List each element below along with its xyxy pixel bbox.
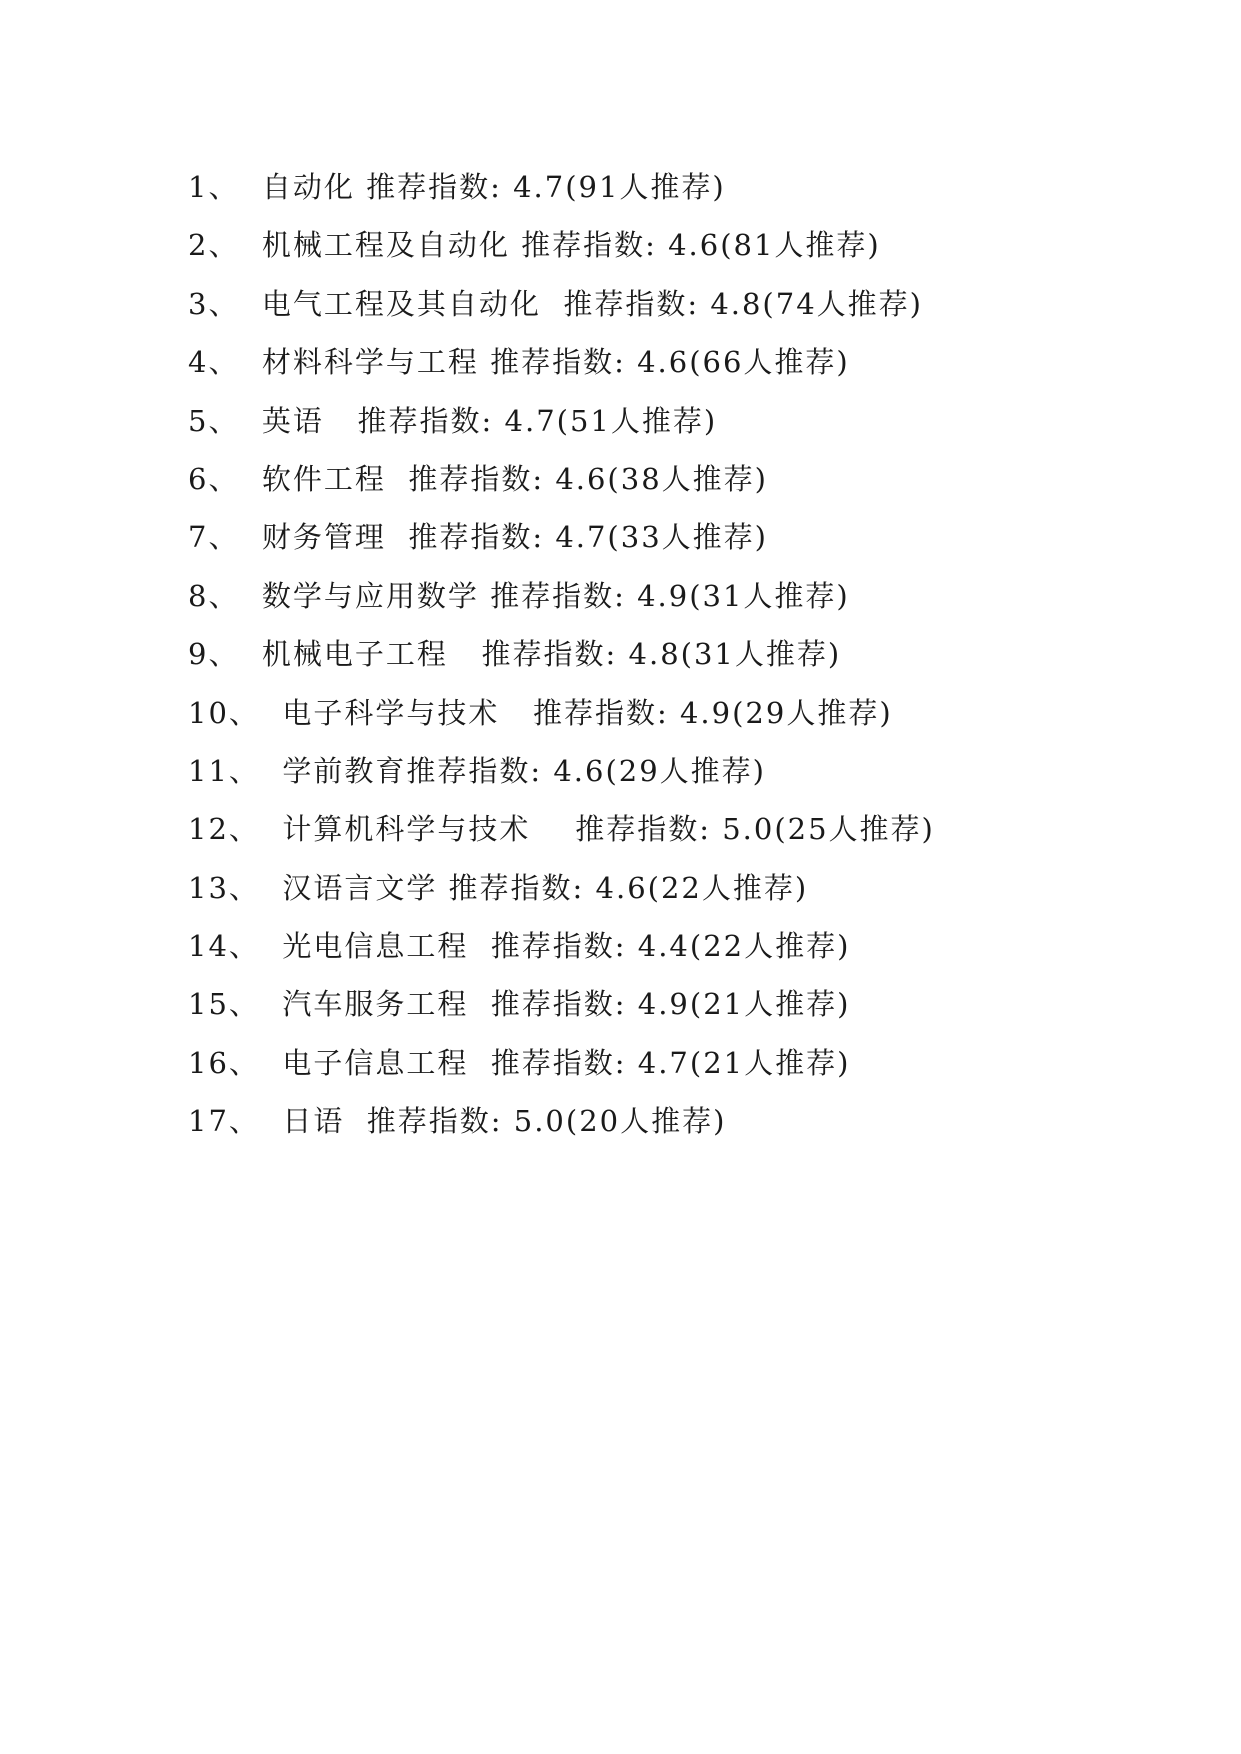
- list-item: [188, 333, 1168, 391]
- list-item-text: 15、 汽车服务工程 推荐指数: 4.9(21人推荐): [188, 987, 851, 1022]
- list-item: [188, 158, 1168, 216]
- list-item-text: 12、 计算机科学与技术 推荐指数: 5.0(25人推荐): [188, 812, 935, 847]
- list-item-text: 13、 汉语言文学 推荐指数: 4.6(22人推荐): [188, 870, 809, 905]
- list-item-text: 6、 软件工程 推荐指数: 4.6(38人推荐): [188, 461, 768, 496]
- list-item: [188, 625, 1168, 683]
- list-item-text: 2、 机械工程及自动化 推荐指数: 4.6(81人推荐): [188, 228, 881, 263]
- list-item: [188, 800, 1168, 858]
- list-item-text: 9、 机械电子工程 推荐指数: 4.8(31人推荐): [188, 637, 842, 672]
- list-item: [188, 975, 1168, 1033]
- list-item: [188, 1092, 1168, 1150]
- list-item: [188, 684, 1168, 742]
- list-item-text: 14、 光电信息工程 推荐指数: 4.4(22人推荐): [188, 929, 851, 964]
- list-item: [188, 392, 1168, 450]
- list-item-text: 4、 材料科学与工程 推荐指数: 4.6(66人推荐): [188, 345, 850, 380]
- list-item: [188, 1034, 1168, 1092]
- list-item-text: 7、 财务管理 推荐指数: 4.7(33人推荐): [188, 520, 768, 555]
- list-item-text: 16、 电子信息工程 推荐指数: 4.7(21人推荐): [188, 1045, 851, 1080]
- list-item-text: 11、 学前教育推荐指数: 4.6(29人推荐): [188, 753, 766, 788]
- list-item: [188, 859, 1168, 917]
- list-item: [188, 275, 1168, 333]
- list-item-text: 17、 日语 推荐指数: 5.0(20人推荐): [188, 1104, 727, 1139]
- list-item-text: 10、 电子科学与技术 推荐指数: 4.9(29人推荐): [188, 695, 893, 730]
- list-item-text: 8、 数学与应用数学 推荐指数: 4.9(31人推荐): [188, 578, 850, 613]
- list-item-text: 1、 自动化 推荐指数: 4.7(91人推荐): [188, 170, 726, 204]
- major-recommendation-list: [188, 158, 1168, 1151]
- list-item-text: 3、 电气工程及其自动化 推荐指数: 4.8(74人推荐): [188, 286, 923, 321]
- list-item: [188, 917, 1168, 975]
- list-item: [188, 508, 1168, 566]
- list-item: [188, 450, 1168, 508]
- list-item: [188, 567, 1168, 625]
- list-item: [188, 216, 1168, 274]
- list-item: [188, 742, 1168, 800]
- list-item-text: 5、 英语 推荐指数: 4.7(51人推荐): [188, 403, 718, 438]
